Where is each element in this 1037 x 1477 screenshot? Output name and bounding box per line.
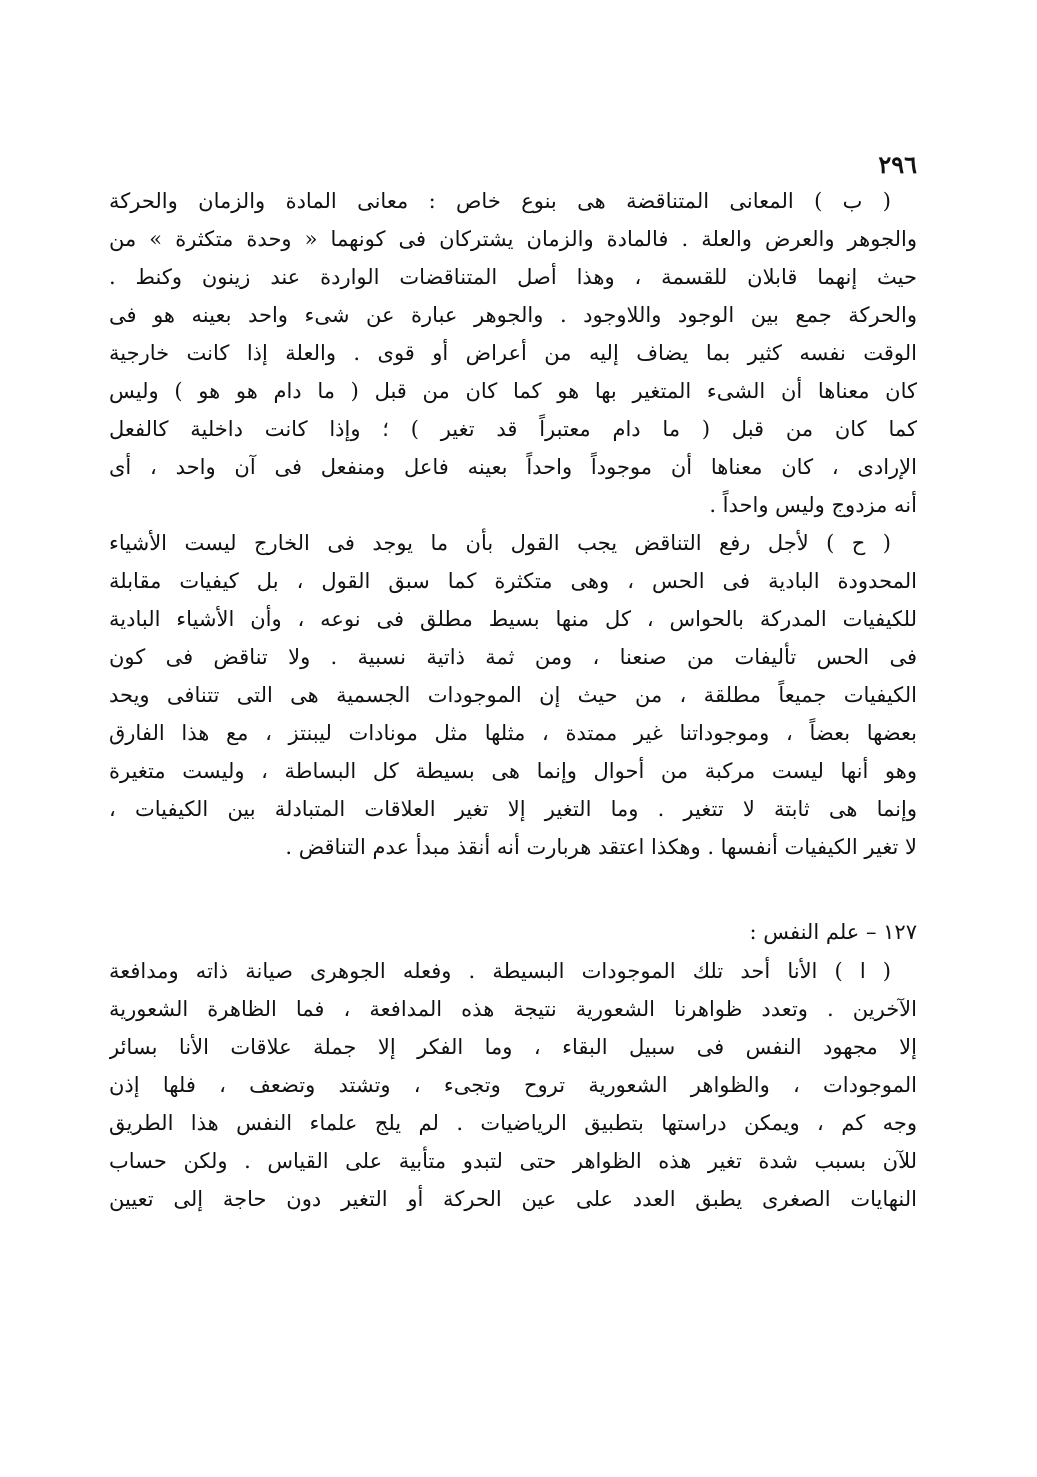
- text-line: فى الحس تأليفات من صنعنا ، ومن ثمة ذاتية نسبية . ولا تناقض فى كون: [109, 645, 917, 669]
- text-line: الآخرين . وتعدد ظواهرنا الشعورية نتيجة هذه المدافعة ، فما الظاهرة الشعورية: [109, 997, 917, 1021]
- text-line: النهايات الصغرى يطبق العدد على عين الحركة أو التغير دون حاجة إلى تعيين: [109, 1187, 917, 1211]
- text-line: حيث إنهما قابلان للقسمة ، وهذا أصل المتناقضات الواردة عند زينون وكنط .: [109, 265, 917, 289]
- page-number: ٢٩٦: [878, 150, 917, 179]
- text-line: الوقت نفسه كثير بما يضاف إليه من أعراض أو قوى . والعلة إذا كانت خارجية: [109, 341, 917, 365]
- text-line: وجه كم ، ويمكن دراستها بتطبيق الرياضيات . لم يلج علماء النفس هذا الطريق: [109, 1111, 917, 1135]
- text-line: للكيفيات المدركة بالحواس ، كل منها بسيط مطلق فى نوعه ، وأن الأشياء البادية: [109, 607, 917, 631]
- text-line: وإنما هى ثابتة لا تتغير . وما التغير إلا تغير العلاقات المتبادلة بين الكيفيات ،: [109, 797, 917, 821]
- text-line: الكيفيات جميعاً مطلقة ، من حيث إن الموجودات الجسمية هى التى تتنافى ويحد: [109, 683, 917, 707]
- text-line: والحركة جمع بين الوجود واللاوجود . والجوهر عبارة عن شىء واحد بعينه هو فى: [109, 303, 917, 327]
- text-line: وهو أنها ليست مركبة من أحوال وإنما هى بسيطة كل البساطة ، وليست متغيرة: [109, 759, 917, 783]
- text-line: لا تغير الكيفيات أنفسها . وهكذا اعتقد هربارت أنه أنقذ مبدأ عدم التناقض .: [285, 835, 917, 859]
- text-line: إلا مجهود النفس فى سبيل البقاء ، وما الفكر إلا جملة علاقات الأنا بسائر: [109, 1035, 917, 1059]
- text-line: ( ح ) لأجل رفع التناقض يجب القول بأن ما يوجد فى الخارج ليست الأشياء: [109, 531, 891, 555]
- paragraph-a: [109, 952, 917, 1218]
- section-heading: ١٢٧ – علم النفس :: [749, 920, 917, 944]
- text-line: كان معناها أن الشىء المتغير بها هو كما كان من قبل ( ما دام هو هو ) وليس: [109, 379, 917, 403]
- body-text: [109, 182, 917, 1218]
- text-line: الإرادى ، كان معناها أن موجوداً واحداً بعينه فاعل ومنفعل فى آن واحد ، أى: [109, 455, 917, 479]
- text-line: أنه مزدوج وليس واحداً .: [709, 493, 917, 517]
- text-line: الموجودات ، والظواهر الشعورية تروح وتجىء ، وتشتد وتضعف ، فلها إذن: [109, 1073, 917, 1097]
- text-line: ( ا ) الأنا أحد تلك الموجودات البسيطة . وفعله الجوهرى صيانة ذاته ومدافعة: [109, 959, 891, 983]
- text-line: كما كان من قبل ( ما دام معتبراً قد تغير ) ؛ وإذا كانت داخلية كالفعل: [109, 417, 917, 441]
- section-spacer: [109, 866, 917, 912]
- text-line: المحدودة البادية فى الحس ، وهى متكثرة كما سبق القول ، بل كيفيات مقابلة: [109, 569, 917, 593]
- text-line: للآن بسبب شدة تغير هذه الظواهر حتى لتبدو متأبية على القياس . ولكن حساب: [109, 1149, 917, 1173]
- paragraph-b: [109, 182, 917, 524]
- text-line: والجوهر والعرض والعلة . فالمادة والزمان يشتركان فى كونهما « وحدة متكثرة » من: [109, 227, 917, 251]
- text-line: ( ب ) المعانى المتناقضة هى بنوع خاص : معانى المادة والزمان والحركة: [109, 189, 891, 213]
- text-line: بعضها بعضاً ، وموجوداتنا غير ممتدة ، مثلها مثل مونادات ليبنتز ، مع هذا الفارق: [109, 721, 917, 745]
- paragraph-j: [109, 524, 917, 866]
